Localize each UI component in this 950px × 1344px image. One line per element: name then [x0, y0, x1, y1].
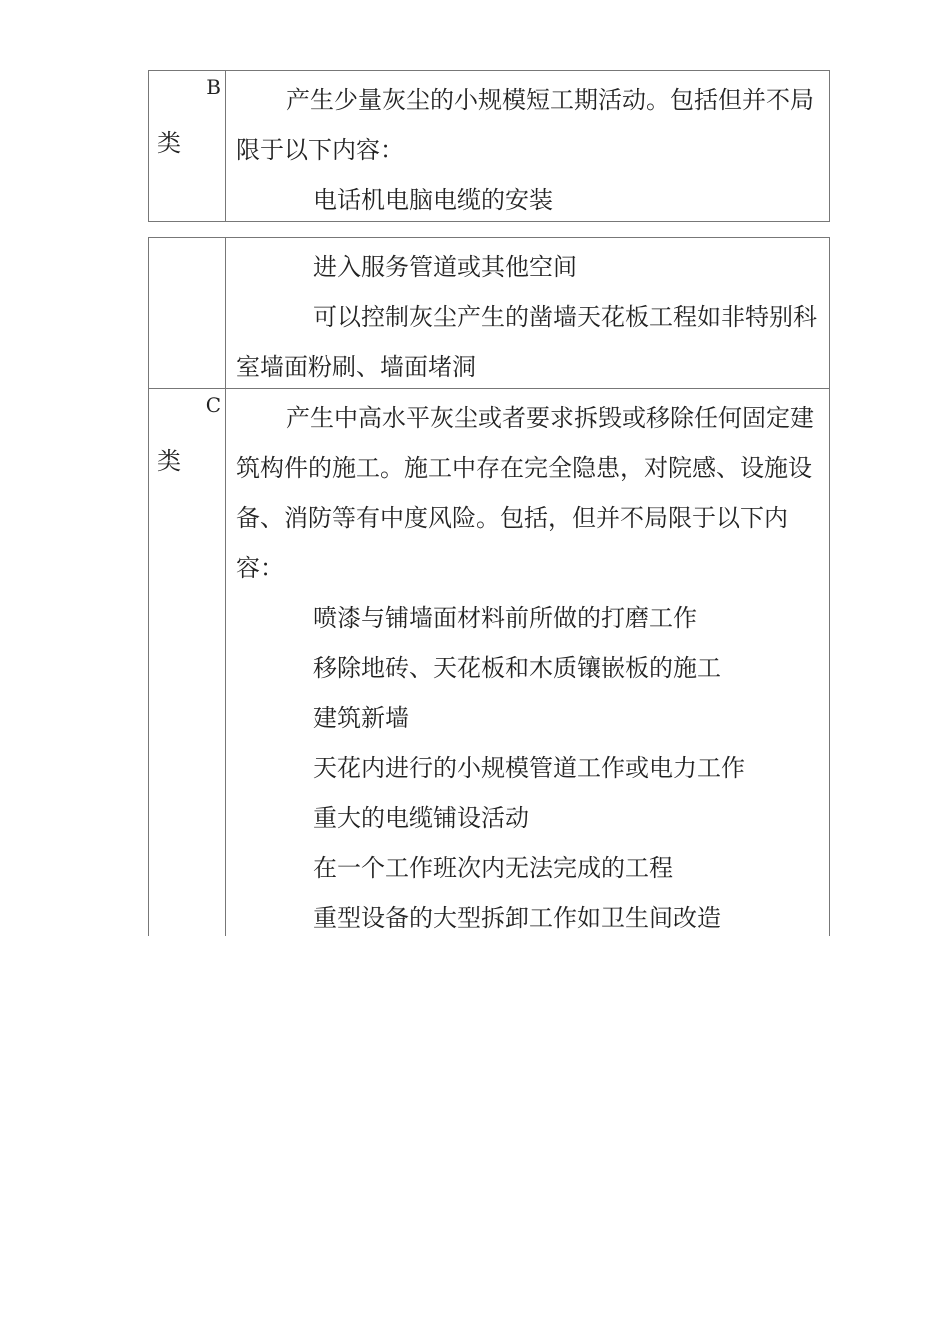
list-item: 天花内进行的小规模管道工作或电力工作 [313, 754, 745, 782]
category-intro: 产生少量灰尘的小规模短工期活动。包括但并不局限于以下内容： [236, 86, 814, 164]
continued-content [226, 238, 829, 388]
list-item: 喷漆与铺墙面材料前所做的打磨工作 [313, 604, 697, 632]
category-word: 类 [157, 129, 181, 157]
category-c-row [149, 388, 829, 936]
list-item: 建筑新墙 [313, 704, 409, 732]
category-letter: B [206, 75, 221, 99]
category-b-label-cell [149, 71, 226, 221]
list-item: 移除地砖、天花板和木质镶嵌板的施工 [313, 654, 721, 682]
category-c-table [148, 237, 830, 936]
list-item: 电话机电脑电缆的安装 [313, 186, 553, 214]
continued-row [149, 238, 829, 388]
category-word: 类 [157, 447, 181, 475]
category-b-table [148, 70, 830, 222]
category-letter: C [205, 393, 221, 417]
list-item: 重型设备的大型拆卸工作如卫生间改造 [313, 904, 721, 932]
list-item: 可以控制灰尘产生的凿墙天花板工程如非特别科室墙面粉刷、墙面堵洞 [236, 303, 817, 381]
list-item: 重大的电缆铺设活动 [313, 804, 529, 832]
category-c-label-cell [149, 389, 226, 936]
category-intro: 产生中高水平灰尘或者要求拆毁或移除任何固定建筑构件的施工。施工中存在完全隐患，对院感、设施设备、消防等有中度风险。包括，但并不局限于以下内容： [236, 404, 814, 582]
category-b-row [149, 71, 829, 221]
category-b-content [226, 71, 829, 221]
list-item: 进入服务管道或其他空间 [313, 253, 577, 281]
category-c-content [226, 389, 829, 936]
empty-label-cell [149, 238, 226, 388]
list-item: 在一个工作班次内无法完成的工程 [313, 854, 673, 882]
